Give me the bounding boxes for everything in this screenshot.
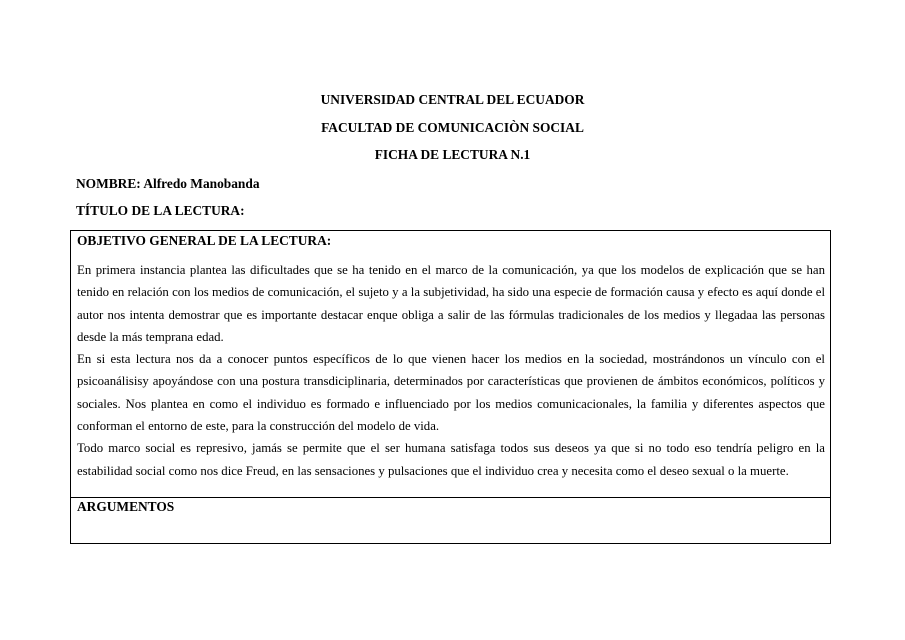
reading-title-field: TÍTULO DE LA LECTURA: [76, 203, 245, 218]
objective-section [71, 231, 830, 498]
name-field: NOMBRE: Alfredo Manobanda [76, 176, 260, 191]
objective-title: OBJETIVO GENERAL DE LA LECTURA: [77, 233, 332, 248]
faculty-heading: FACULTAD DE COMUNICACIÒN SOCIAL [321, 120, 584, 135]
reading-table [70, 230, 831, 544]
objective-paragraph: En primera instancia plantea las dificultades que se ha tenido en el marco de la comunicación, ya que los modelos de explicación que se han tenido en relación con los medios de comunicación, el sujeto y a la subjetividad, ha sido una especie de formación causa y efecto es aquí donde el autor nos intenta demostrar que es importante destacar enque obliga a salir de las fórmulas tradicionales de los medios y llegadaa las personas desde la más temprana edad. [77, 263, 825, 344]
arguments-section [71, 498, 830, 543]
university-heading: UNIVERSIDAD CENTRAL DEL ECUADOR [320, 92, 585, 107]
objective-paragraph: En si esta lectura nos da a conocer puntos específicos de lo que vienen hacer los medios en la sociedad, mostrándonos un vínculo con el psicoanálisisy apoyándose con una postura transdiciplinaria, determinados por características que provienen de ámbitos económicos, políticos y sociales. Nos plantea en como el individuo es formado e influenciado por los medios comunicacionales, la familia y diferentes aspectos que conforman el entorno de este, para la construcción del modelo de vida. [77, 352, 825, 434]
objective-paragraph: Todo marco social es represivo, jamás se permite que el ser humana satisfaga todos sus deseos ya que si no todo eso tendría peligro en la estabilidad social como nos dice Freud, en las sensaciones y pulsaciones que el individuo crea y necesita como el deseo sexual o la muerte. [77, 441, 825, 478]
objective-body [71, 249, 830, 482]
sheet-title: FICHA DE LECTURA N.1 [374, 147, 531, 162]
arguments-title: ARGUMENTOS [77, 499, 175, 514]
